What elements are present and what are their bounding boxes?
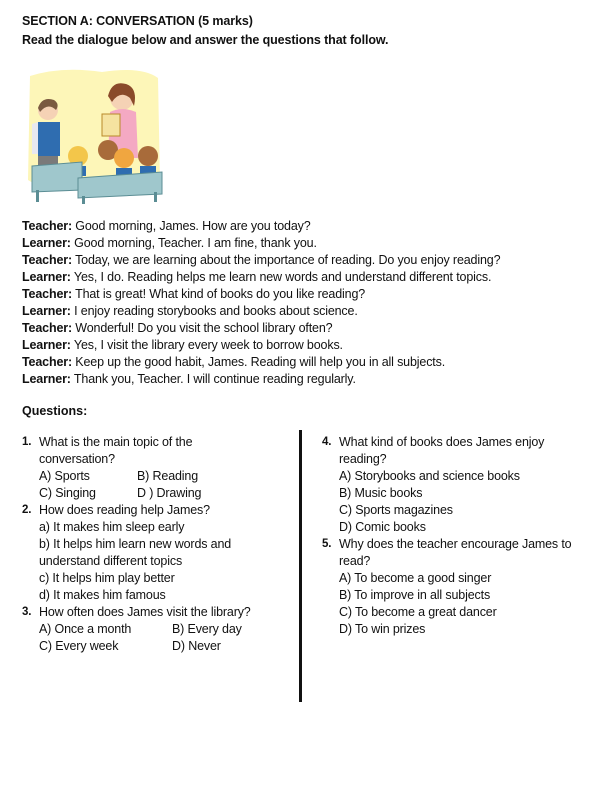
option[interactable]: C) Sports magazines bbox=[339, 503, 453, 517]
options-row bbox=[22, 485, 294, 502]
dialogue-line: Learner: Yes, I do. Reading helps me learn new words and understand different topics. bbox=[22, 270, 492, 284]
option[interactable]: C) Every week bbox=[39, 639, 119, 653]
dialogue-line: Teacher: Good morning, James. How are you today? bbox=[22, 219, 311, 233]
option[interactable]: c) It helps him play better bbox=[39, 571, 175, 585]
question-2: 2. How does reading help James? bbox=[22, 503, 210, 517]
column-divider bbox=[299, 430, 302, 702]
speaker: Learner: bbox=[22, 304, 71, 318]
questions-left-column bbox=[22, 434, 294, 655]
questions-right-column bbox=[322, 434, 592, 638]
questions-title: Questions: bbox=[22, 404, 88, 418]
speaker: Teacher: bbox=[22, 355, 72, 369]
dialogue-line: Learner: Good morning, Teacher. I am fine, thank you. bbox=[22, 236, 317, 250]
dialogue-line: Teacher: Today, we are learning about the importance of reading. Do you enjoy reading? bbox=[22, 253, 501, 267]
instructions: Read the dialogue below and answer the questions that follow. bbox=[22, 33, 389, 47]
option[interactable]: A) To become a good singer bbox=[339, 571, 492, 585]
option[interactable]: B) To improve in all subjects bbox=[339, 588, 491, 602]
speaker: Learner: bbox=[22, 236, 71, 250]
speaker: Learner: bbox=[22, 372, 71, 386]
options-row bbox=[22, 638, 294, 655]
option[interactable]: B) Music books bbox=[339, 486, 423, 500]
dialogue-line: Teacher: That is great! What kind of books do you like reading? bbox=[22, 287, 366, 301]
dialogue-line: Learner: Thank you, Teacher. I will continue reading regularly. bbox=[22, 372, 356, 386]
question-1: 1. What is the main topic of the conversation? bbox=[22, 435, 193, 466]
dialogue-line: Learner: Yes, I visit the library every week to borrow books. bbox=[22, 338, 343, 352]
speaker: Teacher: bbox=[22, 321, 72, 335]
options-row bbox=[22, 468, 294, 485]
option[interactable]: A) Sports bbox=[39, 469, 90, 483]
option[interactable]: C) To become a great dancer bbox=[339, 605, 497, 619]
option[interactable]: A) Once a month bbox=[39, 622, 132, 636]
option[interactable]: D) To win prizes bbox=[339, 622, 426, 636]
question-3: 3. How often does James visit the library? bbox=[22, 605, 251, 619]
dialogue-line: Teacher: Wonderful! Do you visit the school library often? bbox=[22, 321, 333, 335]
speaker: Teacher: bbox=[22, 253, 72, 267]
options-row bbox=[22, 621, 294, 638]
dialogue-line: Learner: I enjoy reading storybooks and books about science. bbox=[22, 304, 358, 318]
option[interactable]: D) Comic books bbox=[339, 520, 426, 534]
option[interactable]: D ) Drawing bbox=[137, 486, 202, 500]
speaker: Learner: bbox=[22, 338, 71, 352]
option[interactable]: d) It makes him famous bbox=[39, 588, 166, 602]
option[interactable]: A) Storybooks and science books bbox=[339, 469, 520, 483]
option[interactable]: D) Never bbox=[172, 639, 221, 653]
classroom-illustration bbox=[22, 62, 164, 204]
option[interactable]: C) Singing bbox=[39, 486, 96, 500]
speaker: Teacher: bbox=[22, 219, 72, 233]
option[interactable]: b) It helps him learn new words and understand different topics bbox=[39, 537, 232, 568]
option[interactable]: a) It makes him sleep early bbox=[39, 520, 185, 534]
question-5: 5. Why does the teacher encourage James to read? bbox=[322, 537, 572, 568]
speaker: Teacher: bbox=[22, 287, 72, 301]
option[interactable]: B) Reading bbox=[137, 469, 199, 483]
speaker: Learner: bbox=[22, 270, 71, 284]
section-title: SECTION A: CONVERSATION (5 marks) bbox=[22, 14, 253, 28]
dialogue-line: Teacher: Keep up the good habit, James. Reading will help you in all subjects. bbox=[22, 355, 446, 369]
question-4: 4. What kind of books does James enjoy reading? bbox=[322, 435, 545, 466]
option[interactable]: B) Every day bbox=[172, 622, 242, 636]
